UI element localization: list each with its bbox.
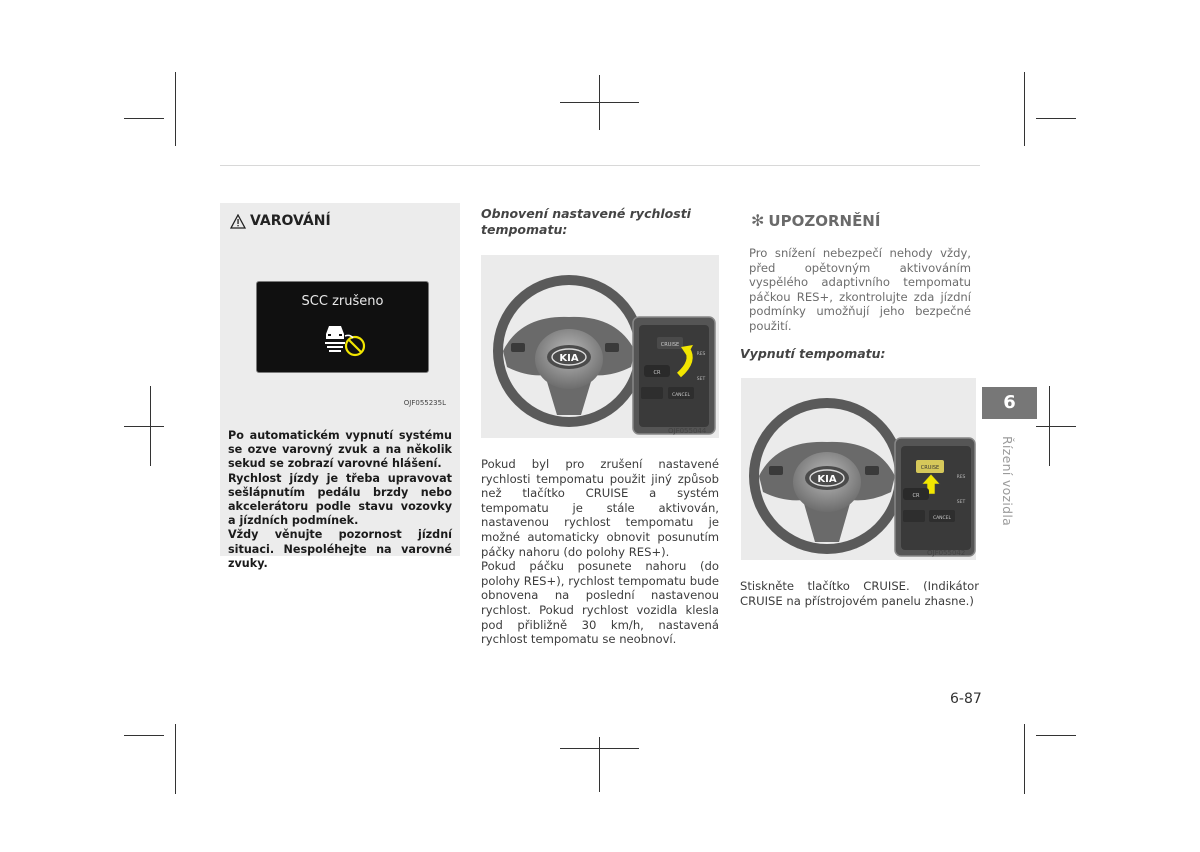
crop-mark <box>599 737 600 792</box>
steering-wheel-figure-resume <box>481 255 719 438</box>
figure-code: OJF055042 <box>927 549 966 557</box>
cruise-label: CRUISE <box>660 342 680 348</box>
display-message: SCC zrušeno <box>301 294 384 309</box>
kia-logo: KIA <box>817 474 837 485</box>
cr-label: CR <box>912 493 920 499</box>
chapter-tab: 6 <box>982 387 1037 419</box>
cancel-label: CANCEL <box>932 516 952 521</box>
warning-title <box>230 213 331 229</box>
warning-paragraph: Vždy věnujte pozornost jízdní situaci. Nespoléhejte na varovné zvuky. <box>228 528 452 570</box>
set-label: SET <box>696 377 706 382</box>
figure-code: OJF055235L <box>403 399 446 407</box>
crop-mark <box>175 72 176 146</box>
steering-wheel-figure-off <box>741 378 976 560</box>
crop-mark <box>1036 118 1076 119</box>
crop-mark <box>1024 72 1025 146</box>
caution-text: Pro snížení nebezpečí nehody vždy, před opětovným aktivováním vyspělého adaptivního tempomatu páčkou RES+, zkontrolujte zda jízdní podmínky umožňují jeho bezpečné použití. <box>749 246 971 333</box>
steering-wheel-illustration <box>741 378 976 560</box>
warning-paragraph: Po automatickém vypnutí systému se ozve varovný zvuk a na několik sekud se zobrazí varovné hlášení. <box>228 429 452 471</box>
cancel-label: CANCEL <box>671 393 691 398</box>
res-label: RES <box>956 475 966 480</box>
kia-logo: KIA <box>559 353 579 364</box>
crop-mark <box>1036 735 1076 736</box>
resume-heading: Obnovení nastavené rychlosti tempomatu: <box>481 206 691 237</box>
scc-cancelled-icon <box>323 322 367 358</box>
crop-mark <box>560 748 639 749</box>
warning-text <box>228 429 452 571</box>
header-rule <box>220 165 980 166</box>
off-heading: Vypnutí tempomatu: <box>740 346 886 361</box>
crop-mark <box>560 102 639 103</box>
crop-mark <box>124 735 164 736</box>
crop-mark <box>1036 426 1076 427</box>
crop-mark <box>124 426 164 427</box>
chapter-label: Řízení vozidla <box>1000 436 1015 527</box>
resume-paragraph: Pokud páčku posunete nahoru (do polohy RES+), rychlost tempomatu bude obnovena na poslední nastavenou rychlost. Pokud rychlost vozidla klesla pod přibližně 30 km/h, nastavená rychlost tempomatu se neobnoví. <box>481 559 719 647</box>
caution-title <box>751 211 880 230</box>
crop-mark <box>175 724 176 794</box>
set-label: SET <box>956 500 966 505</box>
cr-label: CR <box>653 370 661 376</box>
crop-mark <box>1024 724 1025 794</box>
warning-triangle-icon <box>230 214 246 229</box>
crop-mark <box>124 118 164 119</box>
resume-paragraph: Pokud byl pro zrušení nastavené rychlosti tempomatu použit jiný způsob než tlačítko CRUISE a systém tempomatu je stále aktivován, nastavenou rychlost tempomatu je možné automaticky obnovit posunutím páčky nahoru (do polohy RES+). <box>481 457 719 559</box>
page-number: 6-87 <box>950 691 982 707</box>
cluster-display <box>256 281 429 373</box>
asterisk-icon: ✻ <box>751 211 765 230</box>
warning-title-text: VAROVÁNÍ <box>250 213 331 229</box>
warning-paragraph: Rychlost jízdy je třeba upravovat sešlápnutím pedálu brzdy nebo akcelerátoru podle stavu vozovky a jízdních podmínek. <box>228 471 452 528</box>
res-label: RES <box>696 352 706 357</box>
warning-box <box>220 203 460 570</box>
resume-text <box>481 457 719 647</box>
steering-wheel-illustration <box>481 255 719 438</box>
caution-title-text: UPOZORNĚNÍ <box>768 211 881 230</box>
cruise-label: CRUISE <box>920 465 940 471</box>
off-text: Stiskněte tlačítko CRUISE. (Indikátor CRUISE na přístrojovém panelu zhasne.) <box>740 579 979 608</box>
figure-code: OJF055044 <box>668 427 707 435</box>
